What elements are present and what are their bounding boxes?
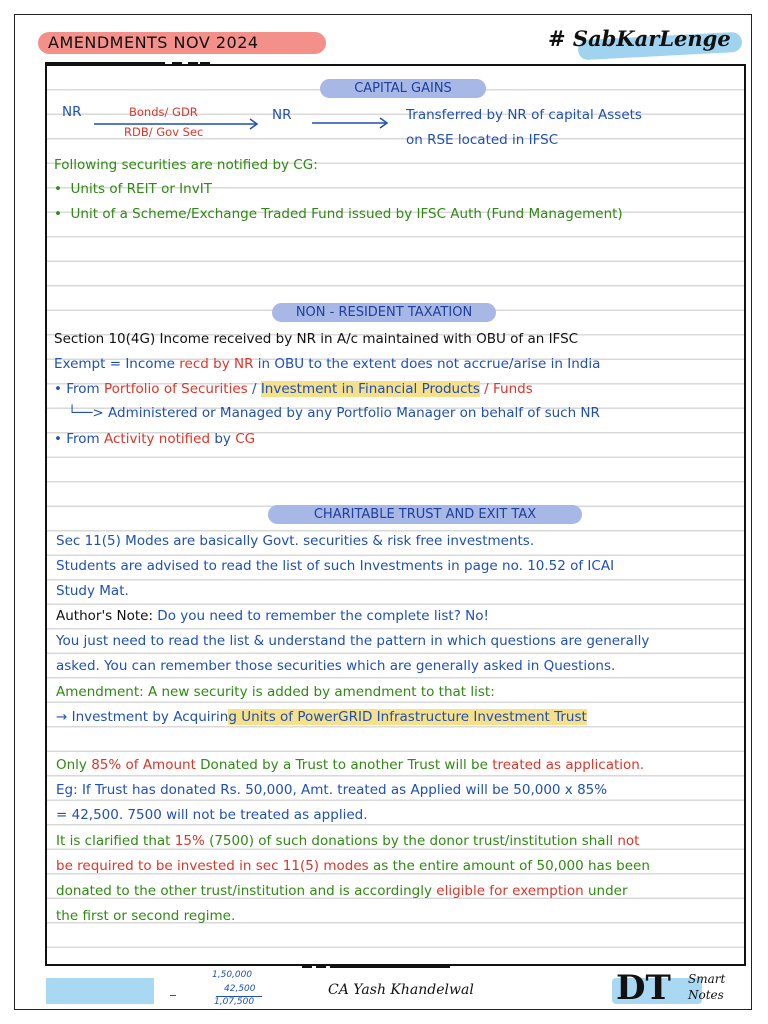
text: eligible for exemption [436, 883, 584, 899]
text: 85% of Amount [91, 757, 196, 773]
list-item-text: Units of REIT or InvIT [70, 181, 212, 197]
author-name: CA Yash Khandelwal [328, 982, 474, 998]
text-line: Amendment: A new security is added by amendment to that list: [56, 684, 495, 700]
text: • From [54, 381, 104, 397]
list-item-text: Unit of a Scheme/Exchange Traded Fund issued by IFSC Auth (Fund Management) [70, 206, 623, 222]
section-line: Section 10(4G) Income received by NR in A/c maintained with OBU of an IFSC [54, 331, 579, 347]
text: Administered or Managed by any Portfolio Manager on behalf of such NR [108, 405, 600, 421]
arrow-label-bottom: RDB/ Gov Sec [124, 125, 204, 139]
nr-label: NR [62, 104, 82, 120]
list-item: • Units of REIT or InvIT [54, 181, 212, 197]
text: → Investment by Acquirin [56, 709, 229, 725]
text: / [247, 381, 261, 397]
text-line: asked. You can remember those securities which are generally asked in Questions. [56, 658, 616, 674]
list-item [54, 430, 255, 448]
handwritten-calc: 1,07,500 [214, 997, 255, 1007]
text: Portfolio of Securities [104, 381, 248, 397]
text-line [56, 756, 644, 774]
text-line [56, 832, 639, 850]
logo-text: Notes [688, 988, 724, 1002]
text: recd by NR [179, 356, 254, 372]
text: by [210, 431, 236, 447]
text: as the entire amount of 50,000 has been [368, 858, 650, 874]
logo-text: Smart [688, 972, 726, 986]
transfer-text: Transferred by NR of capital Assets [406, 107, 642, 123]
arrow-icon: └──> [68, 405, 104, 421]
text-line: Study Mat. [56, 583, 129, 599]
text: CG [235, 431, 256, 447]
text: not [617, 833, 640, 849]
text-line [56, 857, 650, 875]
text-line: You just need to read the list & understand the pattern in which questions are generally [56, 633, 650, 649]
text-line: Eg: If Trust has donated Rs. 50,000, Amt. treated as Applied will be 50,000 x 85% [56, 782, 608, 798]
handwritten-calc: 42,500 [224, 984, 256, 994]
nr-label: NR [272, 107, 292, 123]
arrow-icon [312, 117, 392, 129]
text: It is clarified that [56, 833, 175, 849]
logo-mark: DT [616, 968, 671, 1008]
text: under [583, 883, 628, 899]
notified-intro: Following securities are notified by CG: [54, 157, 318, 173]
text: Funds [493, 381, 533, 397]
text: (7500) of such donations by the donor trust/institution shall [204, 833, 618, 849]
text: Activity notified [104, 431, 211, 447]
text-line: Sec 11(5) Modes are basically Govt. securities & risk free investments. [56, 533, 535, 549]
text-line: Students are advised to read the list of such Investments in page no. 10.52 of ICAI [56, 558, 615, 574]
text: be required to be invested in sec 11(5) modes [56, 858, 369, 874]
list-item [54, 380, 533, 398]
text: 15% [174, 833, 205, 849]
text-line: = 42,500. 7500 will not be treated as applied. [56, 807, 368, 823]
exempt-line [54, 355, 600, 373]
text: in OBU to the extent does not accrue/arise in India [253, 356, 601, 372]
sub-item [68, 404, 600, 422]
text-line [56, 882, 628, 900]
section-heading: CAPITAL GAINS [320, 79, 486, 98]
text: Only [56, 757, 92, 773]
section-heading: CHARITABLE TRUST AND EXIT TAX [268, 505, 582, 524]
footer-highlight [46, 978, 154, 1004]
highlighted-text: g Units of PowerGRID Infrastructure Investment Trust [228, 709, 587, 725]
handwritten-calc: 1,50,000 [212, 970, 253, 980]
text: Do you need to remember the complete list? No! [157, 608, 489, 624]
highlighted-text: Investment in Financial Products [260, 381, 480, 397]
text: treated as application. [492, 757, 645, 773]
text: Exempt = Income [54, 356, 180, 372]
page-title: AMENDMENTS NOV 2024 [48, 33, 259, 52]
text: donated to the other trust/institution and is accordingly [56, 883, 437, 899]
pen-mark [170, 995, 176, 996]
brand-hashtag: # SabKarLenge [548, 26, 731, 51]
section-heading: NON - RESIDENT TAXATION [272, 303, 496, 322]
transfer-text: on RSE located in IFSC [406, 132, 559, 148]
text: Donated by a Trust to another Trust will be [195, 757, 493, 773]
author-note [56, 607, 489, 625]
arrow-label-top: Bonds/ GDR [129, 105, 198, 119]
text: Author's Note: [56, 608, 158, 624]
text-line: the first or second regime. [56, 908, 236, 924]
text: / [479, 381, 494, 397]
list-item: • Unit of a Scheme/Exchange Traded Fund issued by IFSC Auth (Fund Management) [54, 206, 623, 222]
amendment-item [56, 708, 587, 726]
text: • From [54, 431, 104, 447]
